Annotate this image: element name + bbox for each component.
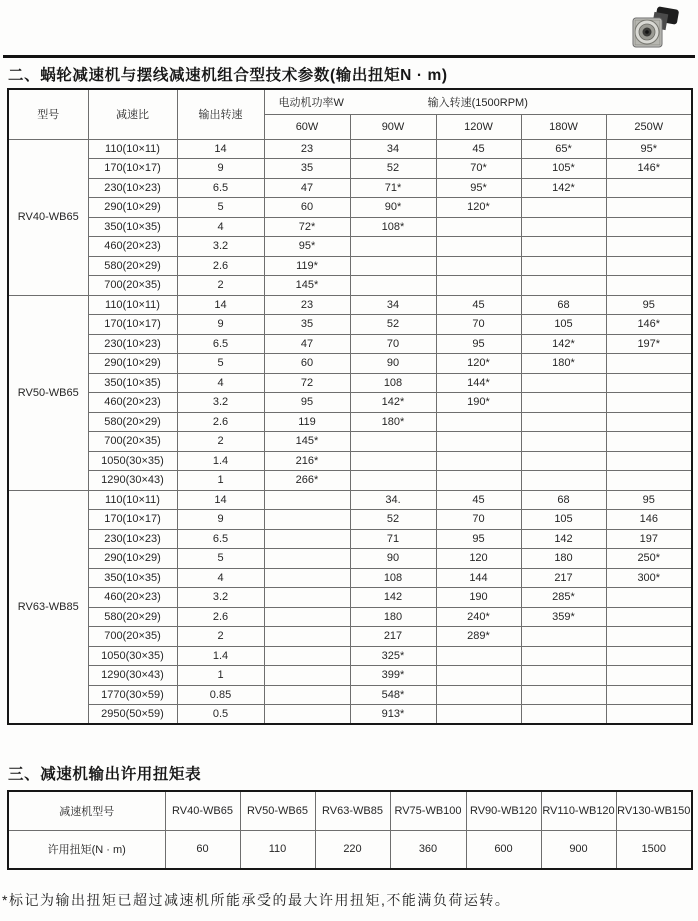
torque-value-cell: 144* [436, 373, 521, 393]
col-header-power-group [264, 89, 692, 114]
torque-value-cell [521, 471, 606, 491]
torque-value-cell: 34 [350, 139, 436, 159]
output-speed-cell: 6.5 [177, 529, 264, 549]
torque-value-cell: 146* [606, 159, 692, 179]
ratio-cell: 110(10×11) [88, 139, 177, 159]
torque-value-cell: 359* [521, 607, 606, 627]
torque-value-cell: 119 [264, 412, 350, 432]
model-group-cell: RV40-WB65 [8, 139, 88, 295]
output-speed-cell: 3.2 [177, 393, 264, 413]
torque-value-cell [264, 490, 350, 510]
col-header-90w: 90W [350, 114, 436, 139]
output-speed-cell: 9 [177, 315, 264, 335]
table-row [8, 256, 692, 276]
torque-value-cell [606, 451, 692, 471]
torque-value-cell: 71* [350, 178, 436, 198]
ratio-cell: 460(20×23) [88, 237, 177, 257]
torque-value-cell: 325* [350, 646, 436, 666]
torque-value-cell: 95 [606, 295, 692, 315]
table-row [8, 451, 692, 471]
torque-value-cell: 35 [264, 315, 350, 335]
torque-value-cell: 95 [264, 393, 350, 413]
table-row [8, 471, 692, 491]
output-speed-cell: 6.5 [177, 178, 264, 198]
torque-value-cell [606, 685, 692, 705]
torque-value-cell [436, 256, 521, 276]
table-row [8, 666, 692, 686]
footnote: *标记为输出扭矩已超过减速机所能承受的最大许用扭矩,不能满负荷运转。 [2, 892, 511, 908]
torque-value-cell: 105 [521, 315, 606, 335]
table-row [8, 607, 692, 627]
torque-value-cell: 217 [350, 627, 436, 647]
torque-value-cell: 300* [606, 568, 692, 588]
torque-value-cell [521, 705, 606, 725]
torque-value-cell: 95* [436, 178, 521, 198]
torque-value-cell [606, 276, 692, 296]
torque-value-cell [264, 607, 350, 627]
ratio-cell: 290(10×29) [88, 198, 177, 218]
torque-value-cell: 60 [165, 830, 240, 869]
torque-value-cell [606, 256, 692, 276]
torque-value-cell [606, 646, 692, 666]
ratio-cell: 460(20×23) [88, 588, 177, 608]
output-speed-cell: 4 [177, 568, 264, 588]
output-speed-cell: 1 [177, 666, 264, 686]
torque-value-cell: 180* [350, 412, 436, 432]
torque-value-cell: 600 [466, 830, 541, 869]
col-header-output-speed: 输出转速 [177, 89, 264, 139]
output-speed-cell: 14 [177, 295, 264, 315]
output-speed-cell: 14 [177, 139, 264, 159]
torque-value-cell: 266* [264, 471, 350, 491]
ratio-cell: 1050(30×35) [88, 646, 177, 666]
table-row [8, 412, 692, 432]
ratio-cell: 350(10×35) [88, 217, 177, 237]
torque-value-cell: 142* [350, 393, 436, 413]
table-row [8, 510, 692, 530]
torque-value-cell: 120* [436, 198, 521, 218]
model-name-cell: RV40-WB65 [165, 791, 240, 830]
torque-value-cell: 250* [606, 549, 692, 569]
torque-value-cell [606, 705, 692, 725]
model-row-label: 减速机型号 [8, 791, 165, 830]
table-row [8, 490, 692, 510]
torque-value-cell [606, 627, 692, 647]
torque-value-cell: 240* [436, 607, 521, 627]
output-speed-cell: 6.5 [177, 334, 264, 354]
torque-value-cell: 60 [264, 198, 350, 218]
torque-value-cell: 70 [436, 510, 521, 530]
torque-value-cell: 146* [606, 315, 692, 335]
ratio-cell: 170(10×17) [88, 510, 177, 530]
output-speed-cell: 2 [177, 432, 264, 452]
output-speed-cell: 2 [177, 627, 264, 647]
table-row [8, 705, 692, 725]
allowable-torque-row [8, 830, 692, 869]
output-speed-cell: 3.2 [177, 588, 264, 608]
output-speed-cell: 5 [177, 549, 264, 569]
torque-value-cell [436, 471, 521, 491]
output-speed-cell: 3.2 [177, 237, 264, 257]
torque-value-cell [436, 217, 521, 237]
col-header-120w: 120W [436, 114, 521, 139]
torque-value-cell [606, 373, 692, 393]
torque-value-cell: 68 [521, 295, 606, 315]
torque-value-cell: 120* [436, 354, 521, 374]
ratio-cell: 290(10×29) [88, 549, 177, 569]
table-row [8, 178, 692, 198]
torque-value-cell: 142* [521, 178, 606, 198]
output-speed-cell: 5 [177, 354, 264, 374]
ratio-cell: 580(20×29) [88, 607, 177, 627]
torque-value-cell [606, 412, 692, 432]
ratio-cell: 580(20×29) [88, 412, 177, 432]
torque-value-cell [521, 627, 606, 647]
torque-value-cell: 180 [350, 607, 436, 627]
torque-value-cell [350, 451, 436, 471]
torque-value-cell [436, 451, 521, 471]
table-row [8, 646, 692, 666]
torque-value-cell: 190* [436, 393, 521, 413]
ratio-cell: 290(10×29) [88, 354, 177, 374]
ratio-cell: 350(10×35) [88, 373, 177, 393]
torque-value-cell [521, 666, 606, 686]
torque-value-cell [264, 549, 350, 569]
torque-value-cell [606, 393, 692, 413]
section-allowable-torque-title: 三、减速机输出许用扭矩表 [8, 766, 202, 783]
torque-value-cell: 360 [390, 830, 466, 869]
torque-value-cell [264, 568, 350, 588]
ratio-cell: 1050(30×35) [88, 451, 177, 471]
torque-value-cell: 105* [521, 159, 606, 179]
torque-value-cell: 35 [264, 159, 350, 179]
torque-value-cell: 95* [264, 237, 350, 257]
model-name-cell: RV90-WB120 [466, 791, 541, 830]
output-speed-cell: 0.5 [177, 705, 264, 725]
torque-value-cell: 68 [521, 490, 606, 510]
torque-value-cell: 285* [521, 588, 606, 608]
torque-value-cell [264, 666, 350, 686]
torque-value-cell: 145* [264, 432, 350, 452]
torque-value-cell [521, 685, 606, 705]
torque-value-cell: 34. [350, 490, 436, 510]
torque-value-cell: 60 [264, 354, 350, 374]
torque-value-cell: 45 [436, 295, 521, 315]
torque-value-cell: 548* [350, 685, 436, 705]
allowable-torque-table [7, 790, 693, 870]
output-speed-cell: 4 [177, 217, 264, 237]
torque-value-cell: 52 [350, 510, 436, 530]
model-name-row [8, 791, 692, 830]
torque-value-cell: 95* [606, 139, 692, 159]
ratio-cell: 700(20×35) [88, 627, 177, 647]
output-speed-cell: 1.4 [177, 451, 264, 471]
torque-value-cell: 144 [436, 568, 521, 588]
col-header-250w: 250W [606, 114, 692, 139]
torque-value-cell: 23 [264, 139, 350, 159]
torque-value-cell [521, 237, 606, 257]
table-row [8, 354, 692, 374]
torque-value-cell [606, 198, 692, 218]
torque-value-cell: 70* [436, 159, 521, 179]
parameters-table-body [8, 139, 692, 724]
torque-value-cell: 47 [264, 178, 350, 198]
torque-value-cell [350, 432, 436, 452]
output-speed-cell: 4 [177, 373, 264, 393]
ratio-cell: 230(10×23) [88, 334, 177, 354]
torque-value-cell: 45 [436, 139, 521, 159]
torque-value-cell [264, 588, 350, 608]
torque-value-cell [350, 237, 436, 257]
torque-value-cell: 72 [264, 373, 350, 393]
table-row [8, 568, 692, 588]
header-row-1 [8, 89, 692, 114]
torque-value-cell: 142 [350, 588, 436, 608]
torque-value-cell: 142 [521, 529, 606, 549]
ratio-cell: 460(20×23) [88, 393, 177, 413]
torque-value-cell: 197* [606, 334, 692, 354]
torque-value-cell [264, 627, 350, 647]
ratio-cell: 230(10×23) [88, 178, 177, 198]
torque-value-cell [606, 237, 692, 257]
torque-value-cell [264, 646, 350, 666]
ratio-cell: 350(10×35) [88, 568, 177, 588]
torque-value-cell: 216* [264, 451, 350, 471]
torque-value-cell: 913* [350, 705, 436, 725]
torque-value-cell: 180* [521, 354, 606, 374]
torque-value-cell [606, 178, 692, 198]
torque-value-cell: 52 [350, 159, 436, 179]
torque-value-cell [606, 588, 692, 608]
torque-value-cell: 23 [264, 295, 350, 315]
torque-value-cell [436, 412, 521, 432]
table-row [8, 334, 692, 354]
torque-value-cell [264, 705, 350, 725]
table-row [8, 549, 692, 569]
table-row [8, 237, 692, 257]
torque-value-cell [606, 432, 692, 452]
ratio-cell: 1290(30×43) [88, 666, 177, 686]
torque-value-cell [264, 685, 350, 705]
model-name-cell: RV110-WB120 [541, 791, 616, 830]
torque-value-cell: 47 [264, 334, 350, 354]
torque-value-cell [436, 666, 521, 686]
output-speed-cell: 2.6 [177, 412, 264, 432]
col-header-180w: 180W [521, 114, 606, 139]
torque-value-cell [606, 354, 692, 374]
output-speed-cell: 1.4 [177, 646, 264, 666]
output-speed-cell: 14 [177, 490, 264, 510]
output-speed-cell: 5 [177, 198, 264, 218]
torque-value-cell [436, 432, 521, 452]
torque-value-cell: 180 [521, 549, 606, 569]
torque-row-label: 许用扭矩(N · m) [8, 830, 165, 869]
torque-value-cell: 119* [264, 256, 350, 276]
table-row [8, 295, 692, 315]
torque-value-cell [436, 685, 521, 705]
output-speed-cell: 9 [177, 159, 264, 179]
col-header-model: 型号 [8, 89, 88, 139]
torque-value-cell: 70 [350, 334, 436, 354]
torque-value-cell: 197 [606, 529, 692, 549]
torque-value-cell [606, 471, 692, 491]
torque-value-cell [521, 451, 606, 471]
table-row [8, 139, 692, 159]
torque-value-cell [350, 256, 436, 276]
torque-value-cell [350, 276, 436, 296]
torque-value-cell: 108 [350, 568, 436, 588]
model-group-cell: RV63-WB85 [8, 490, 88, 724]
torque-value-cell [521, 412, 606, 432]
torque-value-cell: 90 [350, 354, 436, 374]
torque-value-cell: 399* [350, 666, 436, 686]
torque-value-cell [521, 198, 606, 218]
torque-value-cell [521, 276, 606, 296]
ratio-cell: 2950(50×59) [88, 705, 177, 725]
torque-value-cell: 108* [350, 217, 436, 237]
torque-value-cell: 90* [350, 198, 436, 218]
torque-value-cell: 71 [350, 529, 436, 549]
torque-value-cell [606, 607, 692, 627]
torque-value-cell [436, 237, 521, 257]
torque-value-cell: 65* [521, 139, 606, 159]
torque-value-cell: 70 [436, 315, 521, 335]
ratio-cell: 1290(30×43) [88, 471, 177, 491]
ratio-cell: 110(10×11) [88, 295, 177, 315]
model-name-cell: RV50-WB65 [240, 791, 315, 830]
ratio-cell: 170(10×17) [88, 315, 177, 335]
torque-value-cell: 146 [606, 510, 692, 530]
torque-value-cell: 120 [436, 549, 521, 569]
torque-value-cell [521, 432, 606, 452]
ratio-cell: 700(20×35) [88, 276, 177, 296]
ratio-cell: 580(20×29) [88, 256, 177, 276]
model-name-cell: RV63-WB85 [315, 791, 390, 830]
torque-value-cell [521, 256, 606, 276]
torque-value-cell: 217 [521, 568, 606, 588]
input-speed-label: 输入转速(1500RPM) [427, 96, 528, 109]
model-name-cell: RV75-WB100 [390, 791, 466, 830]
torque-value-cell [264, 510, 350, 530]
torque-value-cell: 108 [350, 373, 436, 393]
torque-value-cell: 110 [240, 830, 315, 869]
torque-value-cell: 105 [521, 510, 606, 530]
torque-value-cell [436, 276, 521, 296]
col-header-ratio: 减速比 [88, 89, 177, 139]
table-row [8, 315, 692, 335]
table-row [8, 198, 692, 218]
output-speed-cell: 2.6 [177, 607, 264, 627]
torque-value-cell [264, 529, 350, 549]
col-header-60w: 60W [264, 114, 350, 139]
top-divider [3, 55, 695, 58]
ratio-cell: 110(10×11) [88, 490, 177, 510]
table-row [8, 627, 692, 647]
section-combination-params-title: 二、蜗轮减速机与摆线减速机组合型技术参数(输出扭矩N · m) [8, 67, 448, 84]
torque-value-cell [521, 217, 606, 237]
table-row [8, 588, 692, 608]
torque-value-cell: 900 [541, 830, 616, 869]
torque-value-cell: 45 [436, 490, 521, 510]
table-row [8, 373, 692, 393]
motor-power-label: 电动机功率W [278, 96, 344, 109]
model-name-cell: RV130-WB150 [616, 791, 692, 830]
table-row [8, 685, 692, 705]
table-row [8, 529, 692, 549]
combination-parameters-table [7, 88, 693, 725]
torque-value-cell: 95 [606, 490, 692, 510]
torque-value-cell: 95 [436, 334, 521, 354]
torque-value-cell: 145* [264, 276, 350, 296]
torque-value-cell: 289* [436, 627, 521, 647]
torque-value-cell [606, 217, 692, 237]
output-speed-cell: 0.85 [177, 685, 264, 705]
torque-value-cell [521, 646, 606, 666]
torque-value-cell [350, 471, 436, 491]
gear-reducer-photo [620, 6, 682, 56]
torque-value-cell: 190 [436, 588, 521, 608]
table-row [8, 276, 692, 296]
table-row [8, 217, 692, 237]
output-speed-cell: 2 [177, 276, 264, 296]
table-row [8, 159, 692, 179]
torque-value-cell [521, 373, 606, 393]
ratio-cell: 700(20×35) [88, 432, 177, 452]
torque-value-cell: 72* [264, 217, 350, 237]
torque-value-cell: 90 [350, 549, 436, 569]
ratio-cell: 1770(30×59) [88, 685, 177, 705]
torque-value-cell: 34 [350, 295, 436, 315]
torque-value-cell [436, 646, 521, 666]
torque-value-cell: 220 [315, 830, 390, 869]
torque-value-cell: 1500 [616, 830, 692, 869]
torque-value-cell: 95 [436, 529, 521, 549]
output-speed-cell: 9 [177, 510, 264, 530]
torque-value-cell [436, 705, 521, 725]
ratio-cell: 170(10×17) [88, 159, 177, 179]
table-row [8, 393, 692, 413]
torque-value-cell: 142* [521, 334, 606, 354]
torque-value-cell: 52 [350, 315, 436, 335]
ratio-cell: 230(10×23) [88, 529, 177, 549]
model-group-cell: RV50-WB65 [8, 295, 88, 490]
table-row [8, 432, 692, 452]
torque-value-cell [521, 393, 606, 413]
torque-value-cell [606, 666, 692, 686]
output-speed-cell: 2.6 [177, 256, 264, 276]
output-speed-cell: 1 [177, 471, 264, 491]
